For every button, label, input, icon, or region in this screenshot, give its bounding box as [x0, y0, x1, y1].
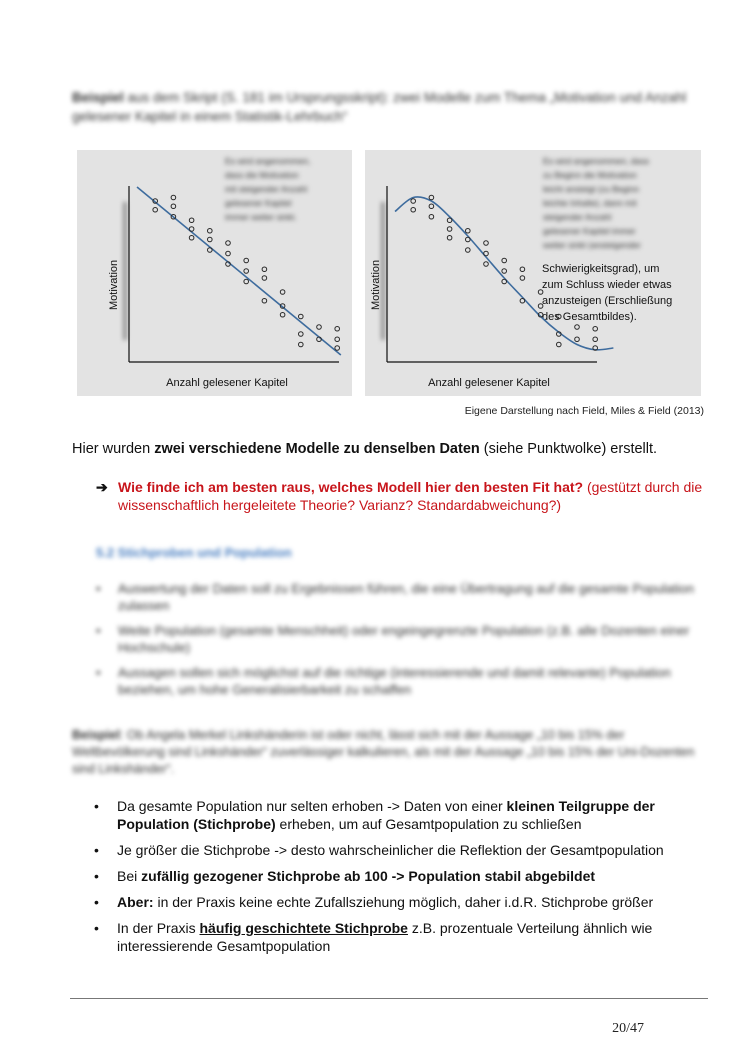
data-point: [429, 195, 434, 200]
data-point: [280, 312, 285, 317]
bullet-bold: kleinen Teilgruppe der Population (Stichprobe): [117, 798, 655, 832]
bullet-text: z.B. prozentuale Verteilung ähnlich wie interessierende Gesamtpopulation: [117, 920, 653, 954]
data-point: [502, 269, 507, 274]
data-point: [244, 269, 249, 274]
data-point: [466, 228, 471, 233]
data-point: [520, 267, 525, 272]
paragraph-bold: zwei verschiedene Modelle zu denselben Daten: [154, 441, 480, 457]
data-point: [171, 204, 176, 209]
data-point: [593, 326, 598, 331]
figure-right-svg: [365, 150, 701, 396]
question-rest: (gestützt durch die wissenschaftlich hergeleitete Theorie? Varianz? Standardabweichung?): [118, 479, 703, 513]
data-point: [575, 325, 580, 330]
list-item: • Weite Population (gesamte Menschheit) oder engeingegrenzte Population (z.B. alle Dozenten einer Hochschule): [96, 622, 706, 656]
intro-label: Beispiel: [72, 90, 124, 105]
annotation-line: Es wird angenommen,: [225, 156, 311, 166]
data-point: [299, 332, 304, 337]
y-axis-label: Motivation: [108, 259, 120, 310]
data-point: [466, 248, 471, 253]
data-point: [226, 251, 231, 256]
bullet-text: Je größer die Stichprobe -> desto wahrscheinlicher die Reflektion der Gesamtpopulation: [117, 842, 664, 858]
x-axis-label: Anzahl gelesener Kapitel: [166, 377, 288, 389]
annotation-line: weiter sinkt (ansteigender: [543, 240, 641, 250]
footer-rule: [70, 998, 708, 999]
data-point: [335, 346, 340, 351]
data-point: [538, 290, 543, 295]
data-point: [153, 207, 158, 212]
annotation-line: Es wird angenommen, dass: [543, 156, 650, 166]
annotation-line: zu Beginn die Motivation: [543, 170, 637, 180]
bullet-text: Bei: [117, 868, 142, 884]
data-point: [429, 214, 434, 219]
data-point: [335, 326, 340, 331]
figure-left-svg: [77, 150, 352, 396]
data-point: [575, 337, 580, 342]
list-item: [94, 893, 709, 911]
annotation-line: dass die Motivation: [225, 170, 299, 180]
data-point: [299, 314, 304, 319]
bullet-list: [94, 797, 709, 963]
data-point: [520, 298, 525, 303]
data-point: [244, 258, 249, 263]
data-point: [262, 267, 267, 272]
paragraph-text: (siehe Punktwolke) erstellt.: [479, 441, 658, 457]
list-item: [94, 841, 709, 859]
bullet-bold: Aber:: [117, 894, 154, 910]
bullet-text: Da gesamte Population nur selten erhoben -> Daten von einer: [117, 798, 507, 814]
list-item: • Auswertung der Daten soll zu Ergebnissen führen, die eine Übertragung auf die gesamte Population zulassen: [96, 580, 706, 614]
data-point: [429, 204, 434, 209]
list-item: [94, 919, 709, 955]
list-item: [94, 797, 709, 833]
data-point: [484, 251, 489, 256]
data-point: [466, 237, 471, 242]
figure-right-annotation-blurred: [542, 156, 649, 250]
data-point: [484, 241, 489, 246]
data-point: [502, 279, 507, 284]
data-point: [447, 235, 452, 240]
bullet-bold: zufällig gezogener Stichprobe ab 100 -> Population stabil abgebildet: [141, 868, 596, 884]
data-point: [520, 276, 525, 281]
annotation-line: gelesener Kapitel: [225, 198, 292, 208]
data-point: [208, 237, 213, 242]
example-paragraph: [72, 727, 712, 778]
data-point: [171, 195, 176, 200]
annotation-line: zum Schluss wieder etwas: [542, 279, 672, 291]
data-point: [262, 276, 267, 281]
bullet-underline: häufig geschichtete Stichprobe: [199, 920, 408, 936]
paragraph-text: Hier wurden: [72, 441, 155, 457]
annotation-line: anzusteigen (Erschließung: [542, 295, 673, 307]
question-bold: Wie finde ich am besten raus, welches Modell hier den besten Fit hat?: [118, 479, 584, 495]
fit-question: [96, 478, 711, 514]
page-number: 20/47: [612, 1021, 644, 1036]
data-point: [411, 207, 416, 212]
data-point: [189, 218, 194, 223]
annotation-line: des Gesamtbildes).: [542, 311, 637, 323]
annotation-line: immer weiter sinkt.: [225, 212, 297, 222]
annotation-line: mit steigender Anzahl: [225, 184, 308, 194]
data-point: [317, 325, 322, 330]
data-point: [502, 258, 507, 263]
annotation-line: leichte Inhalte), dann mit: [543, 198, 637, 208]
question-text: [96, 478, 711, 514]
example-body: : Ob Angela Merkel Linkshänderin ist oder nicht, lässt sich mit der Aussage „10 bis 15% der Weltbevölkerung sind Linkshänder“ zuverlässiger kalkulieren, als mit der Aussage „10 bis 15% der Uni-Dozenten sind Linkshänder“.: [72, 728, 695, 776]
blurred-bullet-list: [96, 580, 706, 706]
data-point: [335, 337, 340, 342]
models-paragraph: [72, 441, 657, 457]
data-point: [208, 228, 213, 233]
intro-body: aus dem Skript (S. 181 im Ursprungsskript): zwei Modelle zum Thema „Motivation und Anzahl gelesener Kapitel in einem Statistik-Lehrbuch“: [72, 90, 687, 124]
figure-right: [365, 150, 701, 396]
data-point: [593, 337, 598, 342]
annotation-line: steigender Anzahl: [543, 212, 612, 222]
data-point: [484, 262, 489, 267]
annotation-line: Schwierigkeitsgrad), um: [542, 263, 660, 275]
intro-text: [72, 88, 712, 126]
data-point: [189, 227, 194, 232]
data-point: [411, 199, 416, 204]
x-axis-label: Anzahl gelesener Kapitel: [428, 377, 550, 389]
bullet-text: erheben, um auf Gesamtpopulation zu schließen: [275, 816, 582, 832]
arrow-icon: ➔: [96, 479, 108, 495]
data-point: [208, 248, 213, 253]
data-point: [447, 227, 452, 232]
data-point: [299, 342, 304, 347]
data-point: [244, 279, 249, 284]
data-point: [189, 235, 194, 240]
data-point: [226, 241, 231, 246]
figure-right-annotation: [542, 263, 672, 323]
figure-left-annotation: [225, 156, 311, 222]
data-point: [447, 218, 452, 223]
section-heading: 5.2 Stichproben und Population: [96, 545, 292, 560]
y-axis-label: Motivation: [370, 259, 382, 310]
figure-source: Eigene Darstellung nach Field, Miles & Field (2013): [464, 405, 704, 417]
example-label: Beispiel: [72, 728, 120, 742]
data-point: [262, 298, 267, 303]
annotation-line: leicht ansteigt (zu Beginn: [543, 184, 640, 194]
data-point: [557, 342, 562, 347]
annotation-line: gelesener Kapitel immer: [543, 226, 636, 236]
bullet-text: In der Praxis: [117, 920, 200, 936]
list-item: • Aussagen sollen sich möglichst auf die richtige (interessierende und damit relevante) Population beziehen, um hohe Generalisierbarkeit zu schaffen: [96, 664, 706, 698]
bullet-text: in der Praxis keine echte Zufallsziehung möglich, daher i.d.R. Stichprobe größer: [153, 894, 654, 910]
figure-left: [77, 150, 352, 396]
list-item: [94, 867, 709, 885]
data-point: [280, 290, 285, 295]
